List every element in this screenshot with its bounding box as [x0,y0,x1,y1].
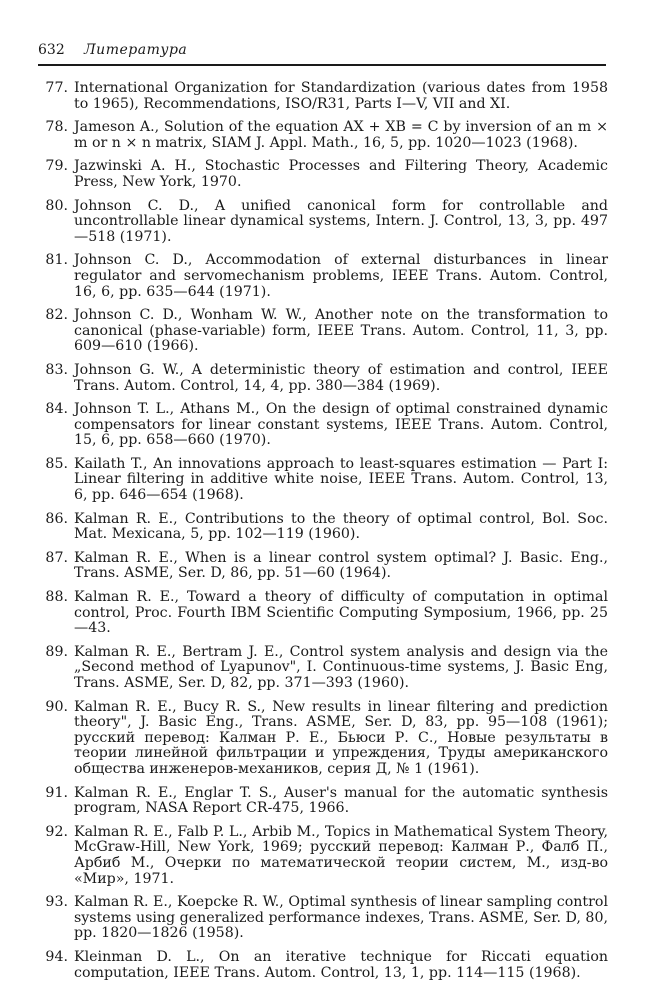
reference-number: 80. [45,197,68,214]
reference-item [38,457,608,504]
reference-number: 91. [45,784,68,801]
reference-number: 92. [45,823,68,840]
reference-item [38,402,608,449]
reference-item [38,700,608,778]
reference-item [38,825,608,887]
reference-text: Johnson C. D., Accommodation of external disturbances in linear regulator and servomechanism problems, IEEE Trans. Autom. Control, 16, 6, pp. 635—644 (1971). [74,252,608,300]
reference-item [38,199,608,246]
reference-text: Kalman R. E., When is a linear control system optimal? J. Basic. Eng., Trans. ASME, Ser. D, 86, pp. 51—60 (1964). [74,549,608,582]
reference-text: Kalman R. E., Toward a theory of difficulty of computation in optimal control, Proc. Fourth IBM Scientific Computing Symposium, 1966, pp. 25—43. [74,589,608,637]
reference-text: Jameson A., Solution of the equation AX + XB = C by inversion of an m × m or n × n matrix, SIAM J. Appl. Math., 16, 5, pp. 1020—1023 (1968). [74,119,608,151]
reference-item [38,645,608,692]
running-title: Литература [84,42,188,58]
reference-number: 79. [45,158,68,175]
reference-number: 77. [45,80,68,96]
reference-text: Kalman R. E., Koepcke R. W., Optimal synthesis of linear sampling control systems using generalized performance indexes, Trans. ASME, Ser. D, 80, pp. 1820—1826 (1958). [74,894,608,942]
reference-text: Jazwinski A. H., Stochastic Processes and Filtering Theory, Academic Press, New York, 1970. [74,158,608,190]
reference-text: International Organization for Standardization (various dates from 1958 to 1965), Recommendations, ISO/R31, Parts I—V, VII and XI. [74,80,608,112]
reference-item [38,81,608,112]
reference-item [38,159,608,190]
reference-number: 86. [45,510,68,527]
reference-item [38,512,608,543]
reference-number: 82. [45,307,68,324]
reference-number: 93. [45,894,68,911]
reference-item [38,590,608,637]
reference-number: 85. [45,455,68,472]
reference-item [38,950,608,981]
reference-item [38,551,608,582]
reference-number: 81. [45,252,68,269]
reference-number: 88. [45,589,68,606]
reference-item [38,120,608,151]
reference-text: Kalman R. E., Falb P. L., Arbib M., Topics in Mathematical System Theory, McGraw-Hill, New York, 1969; русский перевод: Калман Р., Фалб П., Арбиб М., Очерки по математической теории систем, М., изд-во «Мир», 1971. [74,823,608,887]
reference-number: 90. [45,698,68,715]
reference-item [38,895,608,942]
reference-text: Kalman R. E., Bertram J. E., Control system analysis and design via the „Second method of Lyapunov", I. Continuous-time systems, J. Basic Eng, Trans. ASME, Ser. D, 82, pp. 371—393 (1960). [74,643,608,691]
reference-number: 94. [45,948,68,965]
reference-text: Johnson T. L., Athans M., On the design of optimal constrained dynamic compensators for linear constant systems, IEEE Trans. Autom. Control, 15, 6, pp. 658—660 (1970). [74,401,608,449]
reference-text: Kleinman D. L., On an iterative technique for Riccati equation computation, IEEE Trans. Autom. Control, 13, 1, pp. 114—115 (1968). [74,948,608,981]
reference-text: Johnson C. D., A unified canonical form for controllable and uncontrollable linear dynamical systems, Intern. J. Control, 13, 3, pp. 497—518 (1971). [74,197,608,245]
reference-text: Kalman R. E., Contributions to the theory of optimal control, Bol. Soc. Mat. Mexicana, 5, pp. 102—119 (1960). [74,510,608,543]
reference-text: Kalman R. E., Bucy R. S., New results in linear filtering and prediction theory", J. Basic Eng., Trans. ASME, Ser. D, 83, pp. 95—108 (1961); русский перевод: Калман Р. Е., Бьюси Р. С., Новые результаты в теории линейной фильтрации и упреждения, Труды американского общества инженеров-механиков, серия Д, № 1 (1961). [74,698,608,777]
reference-list [38,81,608,989]
reference-text: Johnson C. D., Wonham W. W., Another note on the transformation to canonical (phase-variable) form, IEEE Trans. Autom. Control, 11, 3, pp. 609—610 (1966). [74,307,608,355]
reference-text: Kalman R. E., Englar T. S., Auser's manual for the automatic synthesis program, NASA Report CR-475, 1966. [74,784,608,817]
page-number: 632 [38,42,65,58]
page-header [38,38,606,66]
reference-text: Johnson G. W., A deterministic theory of estimation and control, IEEE Trans. Autom. Control, 14, 4, pp. 380—384 (1969). [74,361,608,394]
reference-item [38,253,608,300]
reference-item [38,786,608,817]
reference-text: Kailath T., An innovations approach to least-squares estimation — Part I: Linear filtering in additive white noise, IEEE Trans. Autom. Control, 13, 6, pp. 646—654 (1968). [74,455,608,504]
reference-number: 84. [45,401,68,418]
reference-number: 87. [45,549,68,566]
reference-number: 83. [45,361,68,378]
reference-number: 89. [45,643,68,660]
reference-number: 78. [45,119,68,136]
reference-item [38,308,608,355]
reference-item [38,363,608,394]
